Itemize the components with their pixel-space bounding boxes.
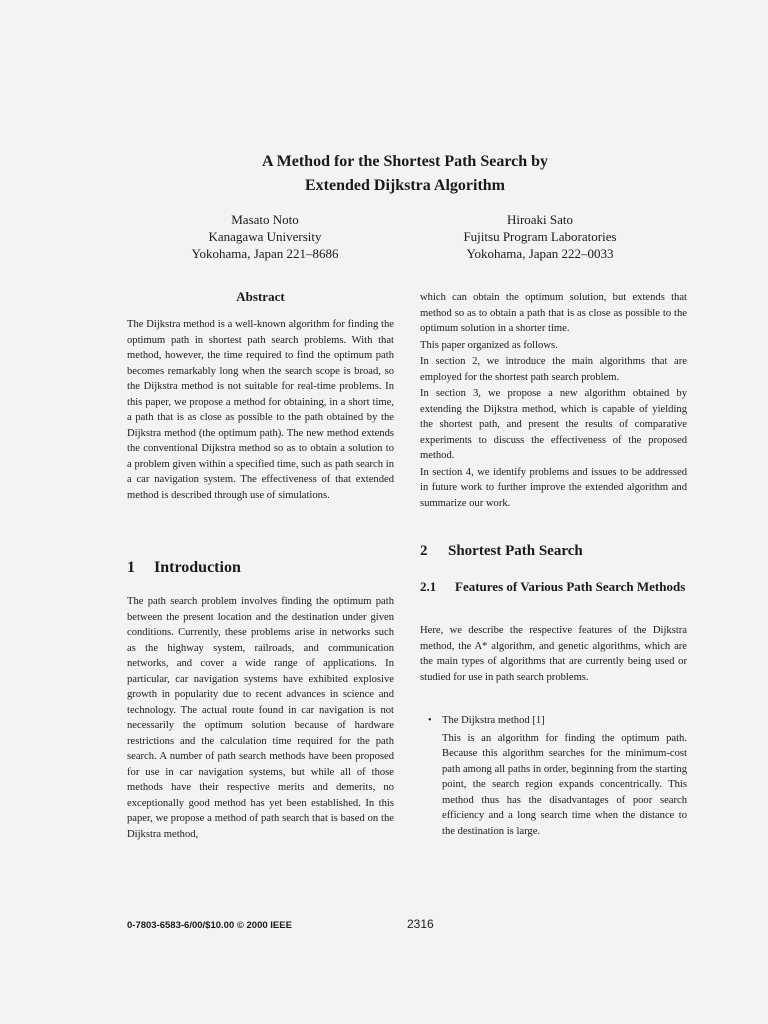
paper-title xyxy=(0,150,768,198)
bullet-icon: • xyxy=(428,715,432,726)
intro-continuation: which can obtain the optimum solution, but extends that method so as to obtain a path that is as close as possible to the optimum solution in a shorter time. xyxy=(420,292,687,334)
list-item xyxy=(428,713,687,839)
footer-copyright: 0-7803-6583-6/00/$10.00 © 2000 IEEE xyxy=(127,920,292,931)
list-item-label: The Dijkstra method [1] xyxy=(442,715,545,726)
author-block-1 xyxy=(135,211,395,262)
paper-organization: This paper organized as follows. xyxy=(420,339,558,351)
section-1-heading xyxy=(127,559,241,577)
author-name: Hiroaki Sato xyxy=(506,212,574,227)
subsection-2-1-title: Features of Various Path Search Methods xyxy=(455,579,686,594)
list-item-text: This is an algorithm for finding the optimum path. Because this algorithm searches for the minimum-cost path among all paths in order, beginning from the starting point, the search region expands concentrically. This method thus has the disadvantages of poor search efficiency and a long search time when the distance to the destination is large. xyxy=(442,732,687,837)
page-number: 2316 xyxy=(407,917,434,931)
abstract-text: The Dijkstra method is a well-known algorithm for finding the optimum path in shortest path search problems. With that method, however, the time required to find the optimum path becomes remarkably long when the search scope is broad, so the Dijkstra method is not suitable for real-time problems. In this paper, we propose a method for obtaining, in a short time, a path that is as close as possible to the path obtained by the Dijkstra method (the optimum path). The new method extends the conventional Dijkstra method so as to obtain a solution to a problem given within a specified time, such as path search in a car navigation system. The effectiveness of that extended method is described through use of simulations. xyxy=(127,319,394,501)
author-address: Yokohama, Japan 221–8686 xyxy=(191,246,339,261)
section-2-title: Shortest Path Search xyxy=(448,543,583,559)
subsection-2-1-heading xyxy=(420,578,690,596)
author-address: Yokohama, Japan 222–0033 xyxy=(466,246,614,261)
title-line-1: A Method for the Shortest Path Search by xyxy=(261,153,549,170)
author-name: Masato Noto xyxy=(231,212,299,227)
section-2-overview: In section 2, we introduce the main algorithms that are employed for the shortest path search problem. xyxy=(420,356,687,383)
section-1-number: 1 xyxy=(127,559,135,576)
right-column-intro xyxy=(420,290,687,512)
subsection-2-1-number: 2.1 xyxy=(420,579,437,594)
section-2-number: 2 xyxy=(420,543,428,559)
section-2-heading xyxy=(420,543,583,560)
introduction-text: The path search problem involves finding the optimum path between the present location and the destination under given conditions. Currently, these problems arise in networks such as the highway system, railroads, and communication networks, and cover a wide range of applications. In particular, car navigation systems have exhibited explosive growth in popularity due to recent advances in science and technology. The actual route found in car navigation is not necessarily the optimum solution because of hardware restrictions and the calculation time required for the path search. A number of path search methods have been proposed for use in car navigation systems, but while all of those methods have their respective merits and demerits, no exceptionally good method has yet been established. In this paper, we propose a method of path search that is based on the Dijkstra method, xyxy=(127,596,394,840)
section-3-overview: In section 3, we propose a new algorithm obtained by extending the Dijkstra method, which is capable of yielding the shortest path, and present the results of comparative experiments to discuss the effectiveness of the proposed method. xyxy=(420,388,687,461)
author-affiliation: Fujitsu Program Laboratories xyxy=(463,229,617,244)
author-affiliation: Kanagawa University xyxy=(208,229,322,244)
subsection-2-1-text: Here, we describe the respective features of the Dijkstra method, the A* algorithm, and genetic algorithms, which are the main types of algorithms that are currently being used or studied for use in path search problems. xyxy=(420,625,687,683)
section-1-title: Introduction xyxy=(154,559,241,576)
section-4-overview: In section 4, we identify problems and issues to be addressed in future work to further improve the extended algorithm and summarize our work. xyxy=(420,466,687,509)
author-block-2 xyxy=(410,211,670,262)
abstract-heading: Abstract xyxy=(236,289,285,304)
title-line-2: Extended Dijkstra Algorithm xyxy=(305,177,505,194)
